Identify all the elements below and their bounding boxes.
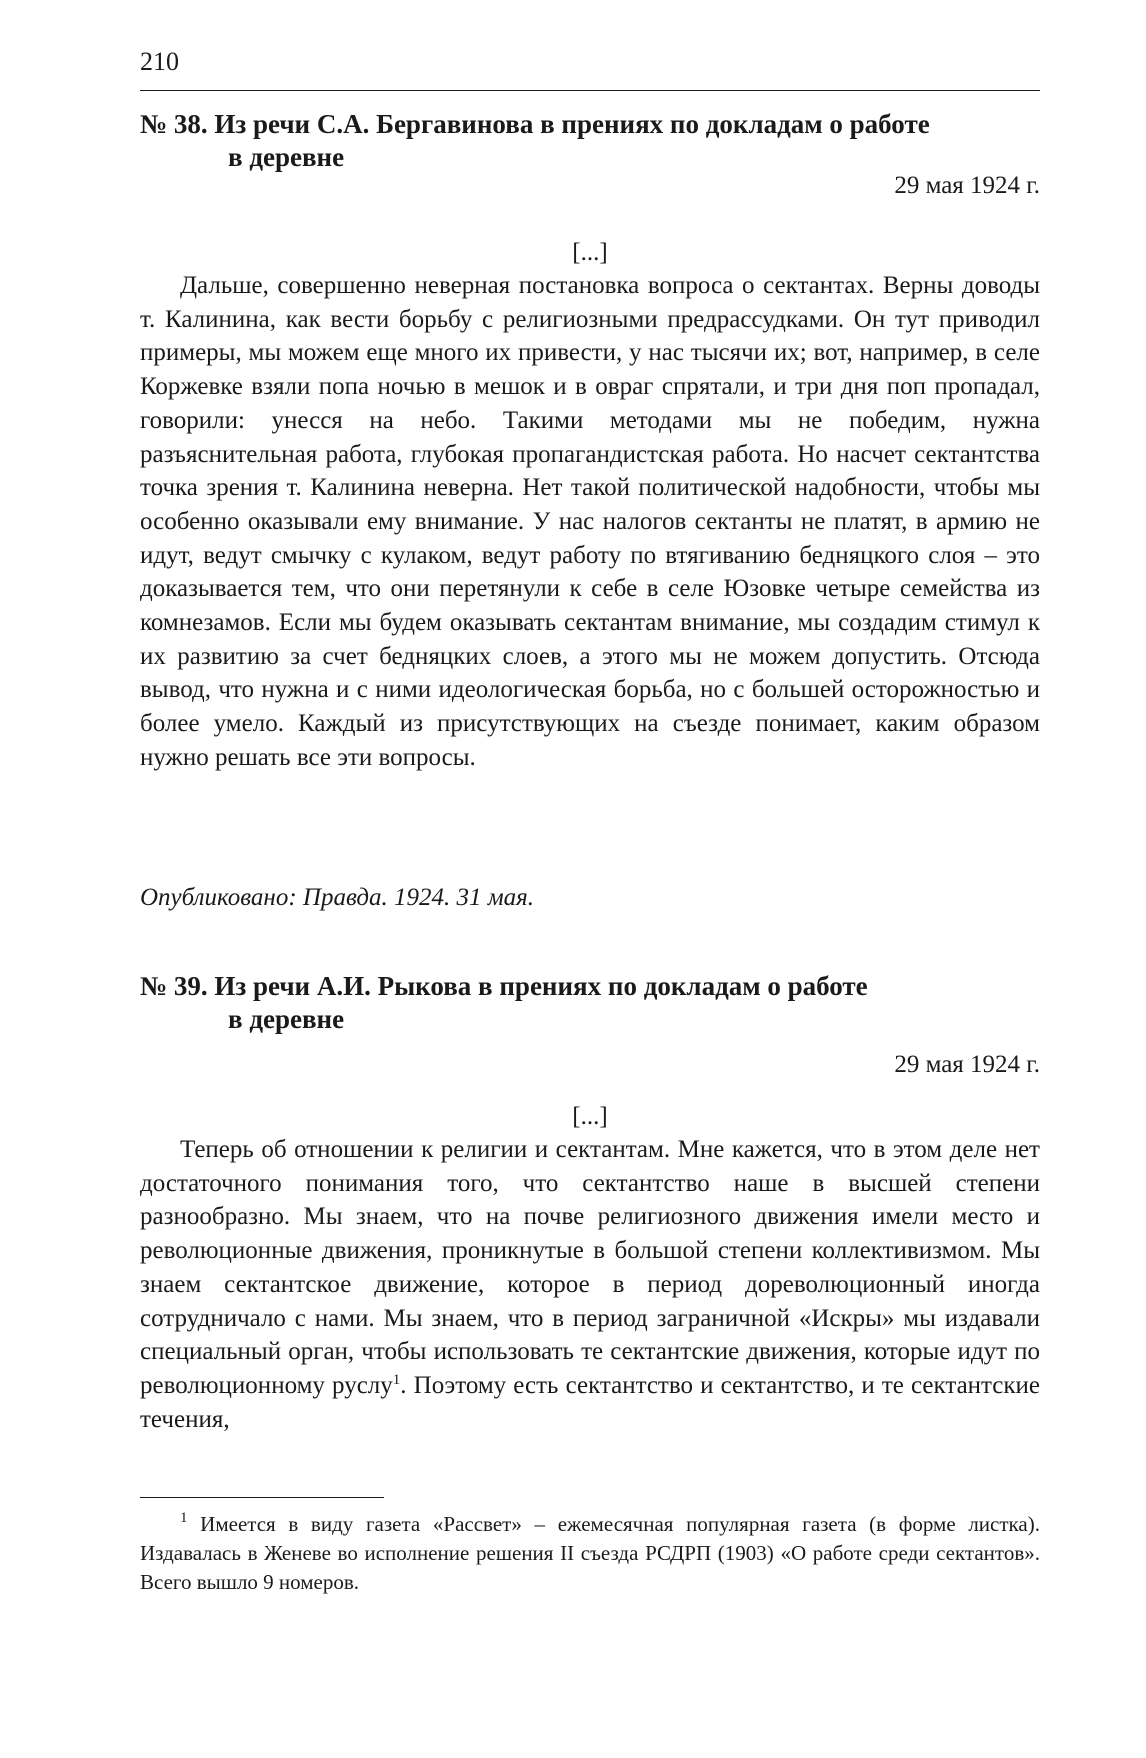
doc39-text [140, 1133, 1040, 1436]
page-number: 210 [140, 47, 179, 76]
doc38-published: Опубликовано: Правда. 1924. 31 мая. [140, 884, 535, 911]
doc39-text-main: Теперь об отношении к религии и сектантам. Мне кажется, что в этом деле нет достаточного понимания того, что сектантство наше в высшей степени разнообразно. Мы знаем, что на почве религиозного движения имели место и революционные движения, проникнутые в большой степени коллективизмом. Мы знаем сектантское движение, которое в период дореволюционный иногда сотрудничало с нами. Мы знаем, что в период заграничной «Искры» мы издавали специальный орган, чтобы использовать те сектантские движения, которые идут по революционному руслу [140, 1136, 1040, 1399]
footnote-marker: 1 [180, 1510, 188, 1526]
doc39-number: № 39. [140, 971, 208, 1001]
footnote-rule [140, 1497, 384, 1498]
doc39-ellipsis: [...] [572, 1103, 608, 1130]
doc38-heading [140, 108, 1040, 174]
doc38-date: 29 мая 1924 г. [894, 172, 1040, 199]
footnote-text: Имеется в виду газета «Рассвет» – ежемесячная популярная газета (в форме листка). Издавалась в Женеве во исполнение решения II съезда РСДРП (1903) «О работе среди сектантов». Всего вышло 9 номеров. [140, 1512, 1040, 1594]
doc39-heading [140, 970, 1040, 1036]
doc39-date: 29 мая 1924 г. [894, 1051, 1040, 1078]
doc38-ellipsis: [...] [572, 239, 608, 266]
doc39-title-line2: в деревне [228, 1004, 345, 1034]
doc38-title-line2: в деревне [228, 142, 345, 172]
footnote-reference[interactable]: 1 [392, 1371, 401, 1388]
doc38-text: Дальше, совершенно неверная постановка вопроса о сектантах. Верны доводы т. Калинина, как вести борьбу с религиозными предрассудками. Он тут приводил примеры, мы можем еще много их привести, у нас тысячи их; вот, например, в селе Коржевке взяли попа ночью в мешок и в овраг спрятали, и три дня поп пропадал, говорили: унесся на небо. Такими методами мы не победим, нужна разъяснительная работа, глубокая пропагандистская работа. Но насчет сектантства точка зрения т. Калинина неверна. Нет такой политической надобности, чтобы мы особенно оказывали ему внимание. У нас налогов сектанты не платят, в армию не идут, ведут смычку с кулаком, ведут работу по втягиванию бедняцкого слоя – это доказывается тем, что они перетянули к себе в селе Юзовке четыре семейства из комнезамов. Если мы будем оказывать сектантам внимание, мы создадим стимул к их развитию за счет бедняцких слоев, а этого мы не можем допустить. Отсюда вывод, что нужна и с ними идеологическая борьба, но с большей осторожностью и более умело. Каждый из присутствующих на съезде понимает, каким образом нужно решать все эти вопросы. [140, 272, 1040, 771]
doc39-text-tail: . Поэтому есть сектантство и сектантство, и те сектантские течения, [140, 1371, 1040, 1433]
doc38-number: № 38. [140, 109, 208, 139]
doc38-title-line1: Из речи С.А. Бергавинова в прениях по докладам о работе [214, 109, 930, 139]
header-rule [140, 90, 1040, 91]
footnote [140, 1510, 1040, 1597]
doc39-title-line1: Из речи А.И. Рыкова в прениях по докладам о работе [214, 971, 868, 1001]
